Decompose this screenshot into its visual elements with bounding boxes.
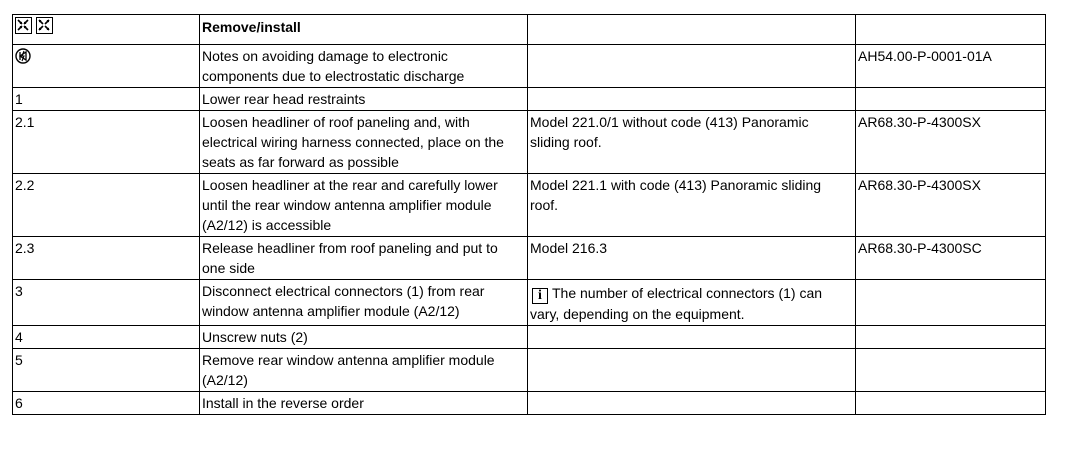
step-cell: 2.1 <box>13 111 200 174</box>
table-row <box>13 45 1046 88</box>
note-cell <box>528 326 856 349</box>
table-row <box>13 88 1046 111</box>
table-row <box>13 174 1046 237</box>
action-cell: Loosen headliner of roof paneling and, with electrical wiring harness connected, place on the seats as far forward as possible <box>200 111 528 174</box>
header-empty-ref <box>856 15 1046 45</box>
table-row <box>13 349 1046 392</box>
ref-link <box>856 349 1046 392</box>
action-cell: Remove rear window antenna amplifier module (A2/12) <box>200 349 528 392</box>
ref-link[interactable]: AH54.00-P-0001-01A <box>856 45 1046 88</box>
header-row <box>13 15 1046 45</box>
action-cell: Unscrew nuts (2) <box>200 326 528 349</box>
esd-warning-icon <box>15 48 31 64</box>
note-cell <box>528 45 856 88</box>
step-cell: 1 <box>13 88 200 111</box>
action-cell: Install in the reverse order <box>200 392 528 415</box>
step-cell: 5 <box>13 349 200 392</box>
ref-link[interactable]: AR68.30-P-4300SC <box>856 237 1046 280</box>
step-cell: 4 <box>13 326 200 349</box>
table-row <box>13 237 1046 280</box>
step-cell: 3 <box>13 280 200 326</box>
ref-link[interactable]: AR68.30-P-4300SX <box>856 174 1046 237</box>
header-empty-note <box>528 15 856 45</box>
note-cell: Model 221.0/1 without code (413) Panoramic sliding roof. <box>528 111 856 174</box>
note-cell <box>528 349 856 392</box>
action-cell: Release headliner from roof paneling and put to one side <box>200 237 528 280</box>
header-icons-cell <box>13 15 200 45</box>
ref-link <box>856 392 1046 415</box>
procedure-table <box>12 14 1046 415</box>
ref-link <box>856 88 1046 111</box>
table-row <box>13 392 1046 415</box>
ref-link <box>856 326 1046 349</box>
step-cell: 2.2 <box>13 174 200 237</box>
action-cell: Lower rear head restraints <box>200 88 528 111</box>
step-cell <box>13 45 200 88</box>
ref-link[interactable]: AR68.30-P-4300SX <box>856 111 1046 174</box>
header-title: Remove/install <box>200 15 528 45</box>
install-icon <box>36 17 53 34</box>
step-cell: 6 <box>13 392 200 415</box>
table-row <box>13 111 1046 174</box>
note-text: The number of electrical connectors (1) can vary, depending on the equipment. <box>530 285 823 322</box>
ref-link <box>856 280 1046 326</box>
note-cell <box>528 280 856 326</box>
action-cell: Disconnect electrical connectors (1) from rear window antenna amplifier module (A2/12) <box>200 280 528 326</box>
table-row <box>13 326 1046 349</box>
note-cell <box>528 392 856 415</box>
action-cell: Loosen headliner at the rear and carefully lower until the rear window antenna amplifier module (A2/12) is accessible <box>200 174 528 237</box>
info-icon: i <box>532 288 548 304</box>
action-cell: Notes on avoiding damage to electronic components due to electrostatic discharge <box>200 45 528 88</box>
table-row <box>13 280 1046 326</box>
note-cell <box>528 88 856 111</box>
note-cell: Model 221.1 with code (413) Panoramic sliding roof. <box>528 174 856 237</box>
note-cell: Model 216.3 <box>528 237 856 280</box>
removal-icon <box>15 17 32 34</box>
step-cell: 2.3 <box>13 237 200 280</box>
